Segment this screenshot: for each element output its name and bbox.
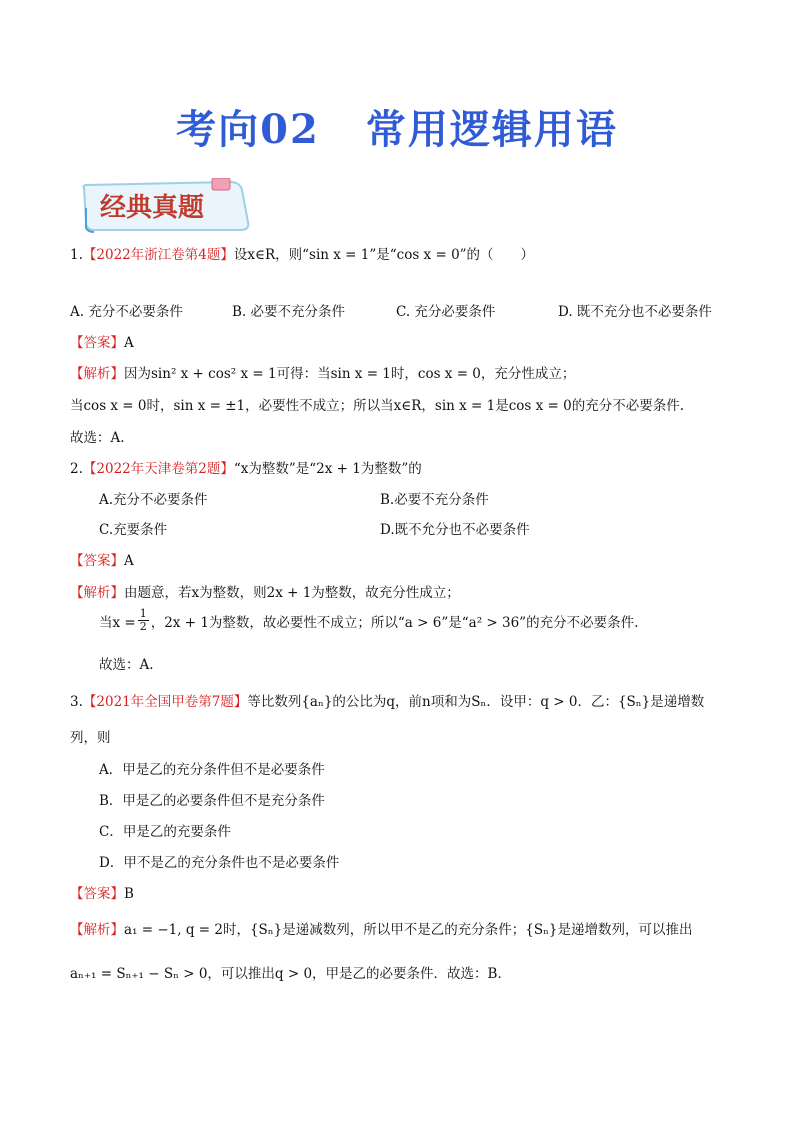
q3-option-a: A．甲是乙的充分条件但不是必要条件 <box>99 762 325 778</box>
q3-analysis-2: aₙ₊₁ = Sₙ₊₁ − Sₙ > 0，可以推出q > 0，甲是乙的必要条件．故选：B． <box>70 966 511 982</box>
q1-number: 1. <box>70 247 83 263</box>
q2-analysis-tag: 【解析】 <box>70 585 124 601</box>
q2-option-c: C.充要条件 <box>99 522 168 538</box>
q2-analysis-1 <box>70 581 460 601</box>
q3-analysis-1 <box>70 918 693 938</box>
q1-tag: 【2022年浙江卷第4题】 <box>82 247 234 263</box>
q1-answer-value: A <box>124 335 134 351</box>
q2-answer-tag: 【答案】 <box>70 553 124 569</box>
title-number: 02 <box>260 106 320 153</box>
banner-label: 经典真题 <box>100 193 205 223</box>
q2-stem <box>70 457 422 477</box>
q3-number: 3. <box>70 694 83 710</box>
q3-analysis-1-text: a₁ = −1, q = 2时，{Sₙ}是递减数列，所以甲不是乙的充分条件；{Sₙ}是递增数列，可以推出 <box>124 922 693 938</box>
q1-analysis-3: 故选：A. <box>70 430 125 446</box>
banner-graphic <box>80 178 255 234</box>
q2-number: 2. <box>70 461 83 477</box>
q1-stem <box>70 243 534 263</box>
q2-analysis-1-text: 由题意，若x为整数，则2x + 1为整数，故充分性成立； <box>124 585 460 601</box>
q1-analysis-1 <box>70 362 575 382</box>
q2-option-d: D.既不允分也不必要条件 <box>380 522 530 538</box>
q3-answer <box>70 882 134 902</box>
q3-answer-value: B <box>124 886 134 902</box>
q3-answer-tag: 【答案】 <box>70 886 124 902</box>
q2-analysis-2-post: ，2x + 1为整数，故必要性不成立；所以“a > 6”是“a² > 36”的充分不必要条件. <box>150 614 639 631</box>
q1-option-a: A. 充分不必要条件 <box>70 304 183 320</box>
q2-analysis-2 <box>99 608 638 633</box>
q3-tag: 【2021年全国甲卷第7题】 <box>82 694 248 710</box>
q1-option-d: D. 既不充分也不必要条件 <box>558 304 712 320</box>
q3-analysis-tag: 【解析】 <box>70 922 124 938</box>
q3-option-b: B．甲是乙的必要条件但不是充分条件 <box>99 793 325 809</box>
q2-analysis-2-pre: 当x = <box>99 614 136 631</box>
q1-analysis-2: 当cos x = 0时，sin x = ±1，必要性不成立；所以当x∈R，sin x = 1是cos x = 0的充分不必要条件. <box>70 398 685 414</box>
title-prefix: 考向 <box>176 106 261 153</box>
q2-tag: 【2022年天津卷第2题】 <box>82 461 234 477</box>
q1-analysis-tag: 【解析】 <box>70 366 124 382</box>
fraction-denominator: 2 <box>139 620 147 633</box>
q3-option-c: C．甲是乙的充要条件 <box>99 824 231 840</box>
q1-option-b: B. 必要不充分条件 <box>232 304 346 320</box>
q1-option-c: C. 充分必要条件 <box>396 304 496 320</box>
q1-answer <box>70 331 134 351</box>
q2-analysis-3: 故选：A. <box>99 657 154 673</box>
q3-option-d: D．甲不是乙的充分条件也不是必要条件 <box>99 855 340 871</box>
section-banner <box>80 178 255 234</box>
q1-answer-tag: 【答案】 <box>70 335 124 351</box>
q3-stem-2: 列，则 <box>70 730 111 746</box>
fraction-numerator: 1 <box>139 607 147 620</box>
q3-stem-text: 等比数列{aₙ}的公比为q，前n项和为Sₙ．设甲：q > 0．乙：{Sₙ}是递增数 <box>247 694 705 710</box>
q1-analysis-1-text: 因为sin² x + cos² x = 1可得：当sin x = 1时，cos x = 0，充分性成立； <box>124 366 576 382</box>
q2-option-b: B.必要不充分条件 <box>380 492 489 508</box>
q2-option-a: A.充分不必要条件 <box>99 492 208 508</box>
q2-answer-value: A <box>124 553 134 569</box>
q1-stem-text: 设x∈R，则“sin x = 1”是“cos x = 0”的（ ） <box>233 247 535 263</box>
page-title <box>0 98 794 155</box>
q2-stem-text: “x为整数”是“2x + 1为整数”的 <box>233 461 422 477</box>
q2-answer <box>70 549 134 569</box>
q3-stem-1 <box>70 690 704 710</box>
fraction-one-half <box>138 608 149 633</box>
title-text: 常用逻辑用语 <box>365 106 618 153</box>
